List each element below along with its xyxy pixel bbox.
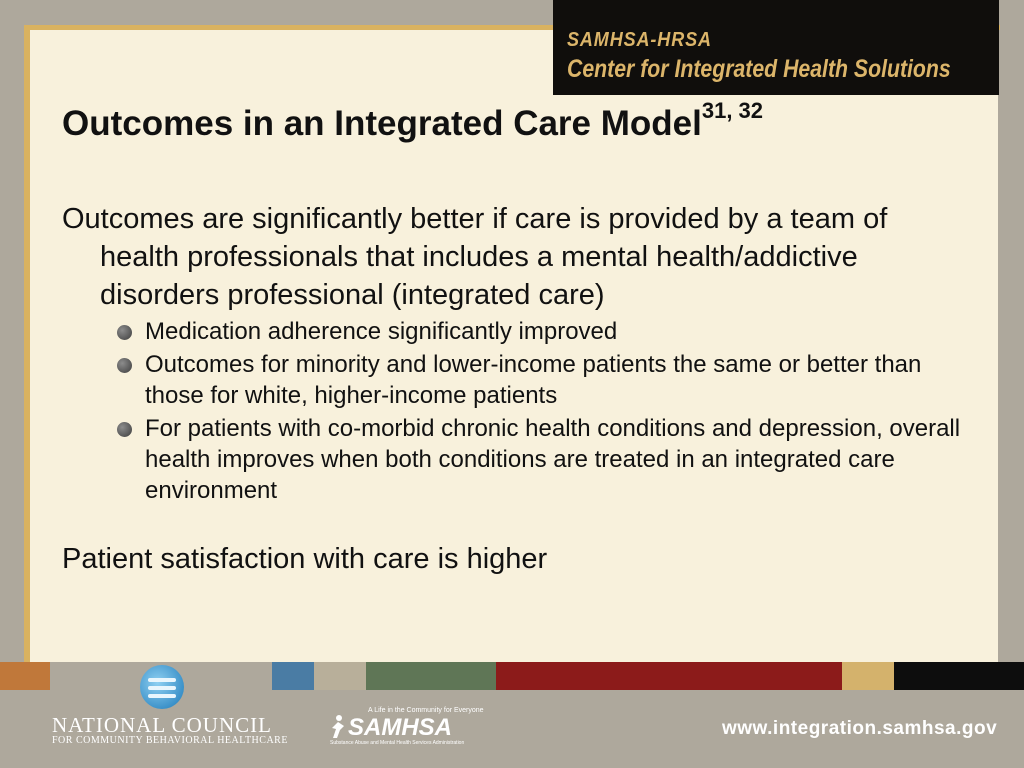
samhsa-logo-text: SAMHSA [348, 714, 453, 741]
bullet-list [62, 316, 962, 506]
bullet-item [62, 349, 962, 411]
stripe-orange [0, 662, 50, 690]
bullet-item [62, 316, 962, 347]
stripe-red [496, 662, 842, 690]
national-council-name: NATIONAL COUNCIL [52, 713, 272, 737]
stripe-black [894, 662, 1024, 690]
bullet-text: Outcomes for minority and lower-income patients the same or better than those for white, higher-income patients [145, 351, 922, 409]
frame-right [998, 25, 1024, 665]
national-council-subtitle: FOR COMMUNITY BEHAVIORAL HEALTHCARE [52, 735, 288, 746]
bullet-dot-icon [117, 325, 132, 340]
national-council-logo-icon [140, 665, 184, 709]
main-point: Outcomes are significantly better if care is provided by a team of health professionals that includes a mental health/addictive disorders professional (integrated care) [62, 203, 888, 311]
stripe-blue [272, 662, 314, 690]
slide-body [62, 200, 962, 578]
footer-url[interactable]: www.integration.samhsa.gov [722, 718, 998, 739]
bullet-text: For patients with co-morbid chronic health conditions and depression, overall health improves when both conditions are treated in an integrated care environment [145, 415, 961, 504]
bullet-item [62, 413, 962, 506]
title-superscript: 31, 32 [701, 98, 764, 124]
closing-point: Patient satisfaction with care is higher [62, 543, 548, 575]
bullet-text: Medication adherence significantly improved [145, 318, 618, 345]
stripe-tan [314, 662, 366, 690]
slide-title-text: Outcomes in an Integrated Care Model [62, 104, 702, 143]
samhsa-tagline: A Life in the Community for Everyone [368, 707, 484, 714]
header-org-line2: Center for Integrated Health Solutions [567, 55, 951, 83]
header-org-line1: SAMHSA-HRSA [567, 29, 712, 51]
gold-border-left [24, 25, 30, 665]
slide-title [62, 98, 764, 144]
samhsa-subtitle: Substance Abuse and Mental Health Services Administration [330, 740, 465, 746]
stripe-green [366, 662, 496, 690]
samhsa-figure-icon [328, 714, 346, 740]
bullet-dot-icon [117, 422, 132, 437]
frame-left [0, 25, 24, 665]
stripe-gold [842, 662, 894, 690]
bullet-dot-icon [117, 358, 132, 373]
